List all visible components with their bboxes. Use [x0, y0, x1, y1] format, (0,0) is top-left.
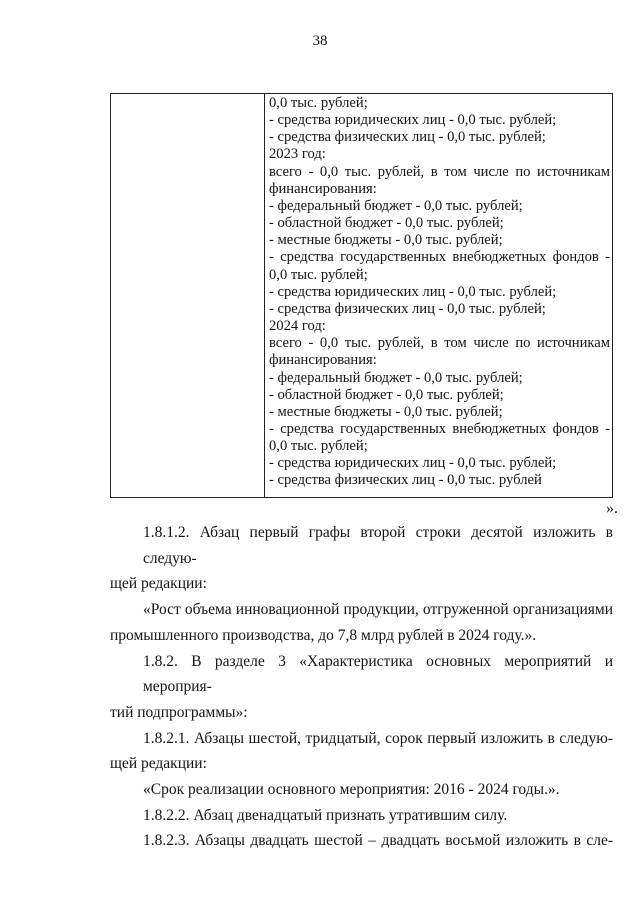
paragraph-line: тий подпрограммы»: [110, 703, 248, 721]
paragraph [110, 828, 613, 854]
paragraph [110, 520, 613, 597]
table-right-column [269, 95, 610, 490]
table-line: - федеральный бюджет - 0,0 тыс. рублей; [269, 197, 523, 214]
paragraph-line: щей редакции: [110, 575, 207, 593]
table-line: финансирования: [269, 180, 377, 197]
table-line: - областной бюджет - 0,0 тыс. рублей; [269, 215, 504, 232]
table-line: - местные бюджеты - 0,0 тыс. рублей; [269, 232, 503, 249]
body-text [110, 520, 613, 854]
table-line: - областной бюджет - 0,0 тыс. рублей; [269, 386, 504, 403]
paragraph-line: 1.8.1.2. Абзац первый графы второй строки десятой изложить в следую- [143, 524, 613, 567]
paragraph-line: 1.8.2.1. Абзацы шестой, тридцатый, сорок первый изложить в следую- [143, 729, 613, 747]
paragraph-line: промышленного производства, до 7,8 млрд рублей в 2024 году.». [110, 626, 537, 644]
table-line: всего - 0,0 тыс. рублей, в том числе по источникам [269, 335, 610, 352]
paragraph-line: 1.8.2.2. Абзац двенадцатый признать утратившим силу. [143, 806, 508, 824]
paragraph-line: «Срок реализации основного мероприятия: 2016 - 2024 годы.». [143, 781, 560, 799]
table-line: 0,0 тыс. рублей; [269, 438, 368, 455]
table-line: - средства юридических лиц - 0,0 тыс. рублей; [269, 455, 557, 472]
table-line: 2023 год: [269, 146, 326, 163]
table-left-column [111, 94, 265, 497]
table-line: 2024 год: [269, 318, 326, 335]
table-line: - средства физических лиц - 0,0 тыс. рублей; [269, 300, 546, 317]
table-line: - средства государственных внебюджетных фондов - [269, 420, 610, 437]
table-line: всего - 0,0 тыс. рублей, в том числе по источникам [269, 163, 610, 180]
closing-quote: ». [606, 500, 618, 517]
paragraph-line: щей редакции: [110, 755, 207, 773]
table-line: финансирования: [269, 352, 377, 369]
table-line: - средства физических лиц - 0,0 тыс. рублей; [269, 129, 546, 146]
paragraph-line: «Рост объема инновационной продукции, отгруженной организациями [143, 601, 613, 619]
table-line: - местные бюджеты - 0,0 тыс. рублей; [269, 403, 503, 420]
paragraph [110, 726, 613, 777]
page-number: 38 [312, 33, 328, 49]
paragraph-line: 1.8.2. В разделе 3 «Характеристика основных мероприятий и мероприя- [143, 652, 613, 696]
table-line: - федеральный бюджет - 0,0 тыс. рублей; [269, 369, 523, 386]
paragraph-line: 1.8.2.3. Абзацы двадцать шестой – двадцать восьмой изложить в сле- [143, 832, 613, 850]
table-line: 0,0 тыс. рублей; [269, 266, 368, 283]
table-line: - средства юридических лиц - 0,0 тыс. рублей; [269, 112, 557, 129]
table-line: - средства юридических лиц - 0,0 тыс. рублей; [269, 283, 557, 300]
table-line: - средства государственных внебюджетных фондов - [269, 249, 610, 266]
paragraph [110, 777, 613, 803]
paragraph [110, 803, 613, 829]
funding-table [110, 93, 613, 498]
table-line: 0,0 тыс. рублей; [269, 95, 368, 111]
paragraph [110, 649, 613, 726]
paragraph [110, 597, 613, 648]
table-line: - средства физических лиц - 0,0 тыс. рублей [269, 472, 542, 489]
